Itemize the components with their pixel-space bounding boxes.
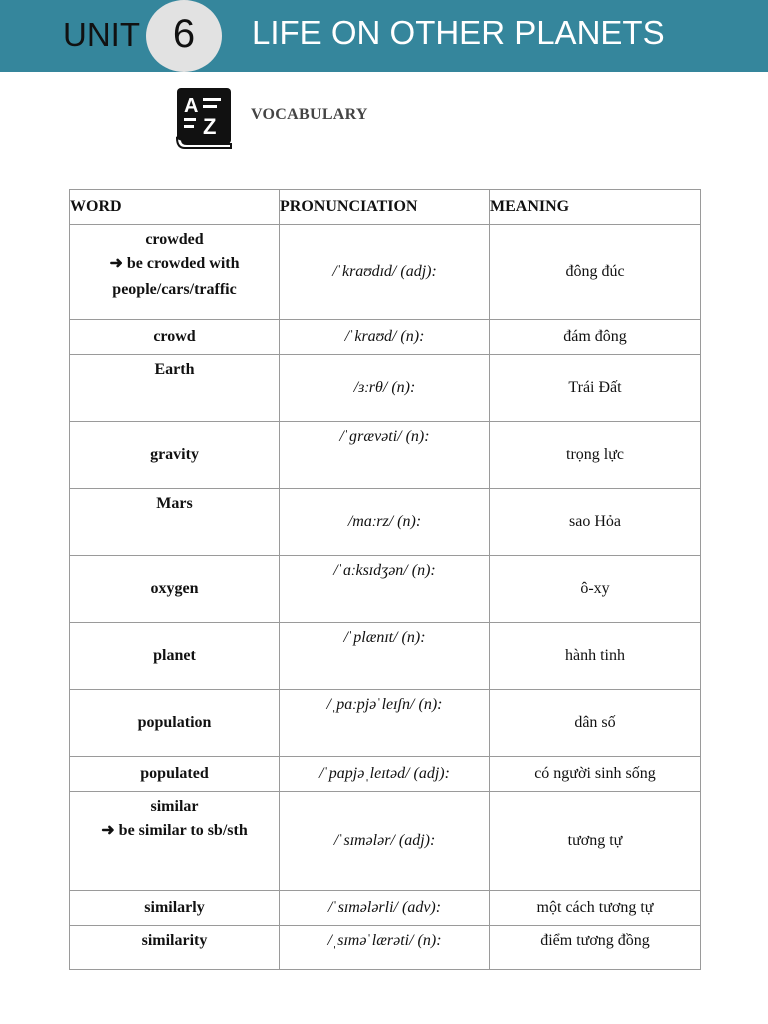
arrow-right-icon: ➜ xyxy=(109,255,123,272)
pronunciation: /ˈsɪmələrli/ (adv): xyxy=(280,891,490,926)
table-row xyxy=(70,355,701,422)
meaning: tương tự xyxy=(490,792,701,891)
pronunciation: /ɜːrθ/ (n): xyxy=(280,355,490,422)
pronunciation: /ˈɡrævəti/ (n): xyxy=(280,422,490,489)
table-row xyxy=(70,690,701,757)
meaning: sao Hỏa xyxy=(490,489,701,556)
table-row xyxy=(70,623,701,690)
word-usage-cont: people/cars/traffic xyxy=(112,281,237,298)
meaning: một cách tương tự xyxy=(490,891,701,926)
az-book-icon xyxy=(175,86,235,152)
pronunciation: /ˌsɪməˈlærəti/ (n): xyxy=(280,926,490,970)
meaning: trọng lực xyxy=(490,422,701,489)
table-row xyxy=(70,792,701,891)
word: population xyxy=(70,690,280,757)
word: similar xyxy=(150,798,199,815)
word: crowded xyxy=(145,231,204,248)
meaning: dân số xyxy=(490,690,701,757)
arrow-right-icon: ➜ xyxy=(101,822,115,839)
pronunciation: /ˌpɑːpjəˈleɪʃn/ (n): xyxy=(280,690,490,757)
table-row xyxy=(70,757,701,792)
word-usage: ➜ be crowded with xyxy=(109,255,240,272)
unit-banner xyxy=(0,0,768,72)
word-cell xyxy=(70,225,280,320)
unit-title: LIFE ON OTHER PLANETS xyxy=(252,14,665,51)
word-cell xyxy=(70,792,280,891)
table-row xyxy=(70,320,701,355)
table-row xyxy=(70,489,701,556)
meaning: điểm tương đồng xyxy=(490,926,701,970)
unit-number: 6 xyxy=(172,12,196,56)
word: planet xyxy=(70,623,280,690)
table-row xyxy=(70,891,701,926)
meaning: ô-xy xyxy=(490,556,701,623)
pronunciation: /ˈkraʊd/ (n): xyxy=(280,320,490,355)
word: similarity xyxy=(70,926,280,970)
pronunciation: /ˈplænɪt/ (n): xyxy=(280,623,490,690)
word: gravity xyxy=(70,422,280,489)
meaning: Trái Đất xyxy=(490,355,701,422)
word: Mars xyxy=(70,489,280,556)
section-label: VOCABULARY xyxy=(251,106,368,123)
table-row xyxy=(70,556,701,623)
word: crowd xyxy=(70,320,280,355)
pronunciation: /ˈsɪmələr/ (adj): xyxy=(280,792,490,891)
table-row xyxy=(70,422,701,489)
word: Earth xyxy=(70,355,280,422)
pronunciation: /ˈpɑpjəˌleɪtəd/ (adj): xyxy=(280,757,490,792)
word: populated xyxy=(70,757,280,792)
meaning: có người sinh sống xyxy=(490,757,701,792)
az-letter-a: A xyxy=(184,95,199,117)
table-row xyxy=(70,926,701,970)
vocabulary-table xyxy=(69,189,701,970)
az-letter-z: Z xyxy=(203,114,217,139)
header-word: WORD xyxy=(70,190,280,225)
unit-label: UNIT xyxy=(63,16,140,53)
table-row xyxy=(70,225,701,320)
word: similarly xyxy=(70,891,280,926)
word: oxygen xyxy=(70,556,280,623)
meaning: đám đông xyxy=(490,320,701,355)
meaning: hành tinh xyxy=(490,623,701,690)
header-meaning: MEANING xyxy=(490,190,701,225)
pronunciation: /mɑːrz/ (n): xyxy=(280,489,490,556)
meaning: đông đúc xyxy=(490,225,701,320)
word-usage: ➜ be similar to sb/sth xyxy=(101,822,248,839)
table-header-row xyxy=(70,190,701,225)
pronunciation: /ˈkraʊdɪd/ (adj): xyxy=(280,225,490,320)
header-pronunciation: PRONUNCIATION xyxy=(280,190,490,225)
pronunciation: /ˈɑːksɪdʒən/ (n): xyxy=(280,556,490,623)
unit-number-badge xyxy=(146,0,222,72)
